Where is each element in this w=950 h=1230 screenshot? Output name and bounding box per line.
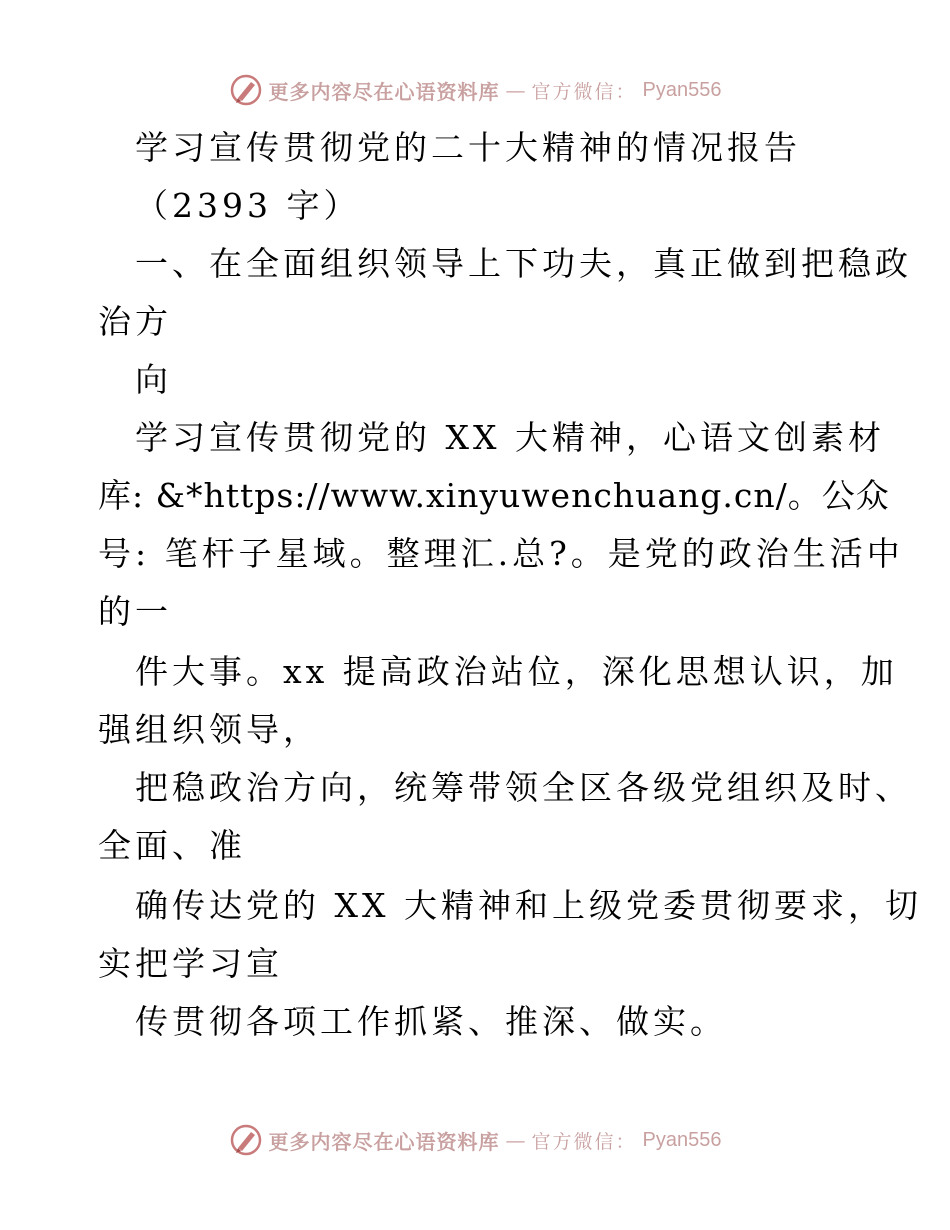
text-line: 全面、准 — [98, 826, 246, 865]
text-line: 一、在全面组织领导上下功夫，真正做到把稳政 — [135, 244, 912, 283]
watermark-dash: — — [505, 1128, 526, 1152]
pen-logo-icon — [229, 73, 263, 107]
footer-watermark — [0, 1120, 950, 1160]
text-line: 确传达党的 XX 大精神和上级党委贯彻要求，切 — [135, 886, 922, 925]
header-watermark — [0, 70, 950, 110]
watermark-text: 更多内容尽在心语资料库 — [268, 79, 500, 104]
text-line: 实把学习宣 — [98, 944, 283, 983]
text-line: 库: &*https://www.xinyuwenchuang.cn/。公众 — [98, 476, 890, 515]
text-line: 件大事。xx 提高政治站位，深化思想认识，加 — [135, 652, 898, 691]
watermark-id: Pyan556 — [642, 78, 722, 101]
text-line: 传贯彻各项工作抓紧、推深、做实。 — [135, 1002, 727, 1041]
watermark-dash: — — [505, 78, 526, 102]
watermark-text: 更多内容尽在心语资料库 — [268, 1129, 500, 1154]
word-count: （2393 字） — [135, 186, 361, 225]
text-line: 把稳政治方向，统筹带领全区各级党组织及时、 — [135, 768, 912, 807]
text-line: 号: 笔杆子星域。整理汇.总?。是党的政治生活中 — [98, 534, 904, 573]
watermark-label: 官方微信： — [531, 80, 637, 103]
watermark-id: Pyan556 — [642, 1128, 722, 1151]
pen-logo-icon — [229, 1123, 263, 1157]
watermark-label: 官方微信： — [531, 1130, 637, 1153]
text-line: 的一 — [98, 592, 172, 631]
text-line: 向 — [135, 360, 172, 399]
document-title: 学习宣传贯彻党的二十大精神的情况报告 — [135, 128, 801, 167]
text-line: 治方 — [98, 302, 172, 341]
text-line: 强组织领导， — [98, 710, 320, 749]
text-line: 学习宣传贯彻党的 XX 大精神，心语文创素材 — [135, 418, 885, 457]
